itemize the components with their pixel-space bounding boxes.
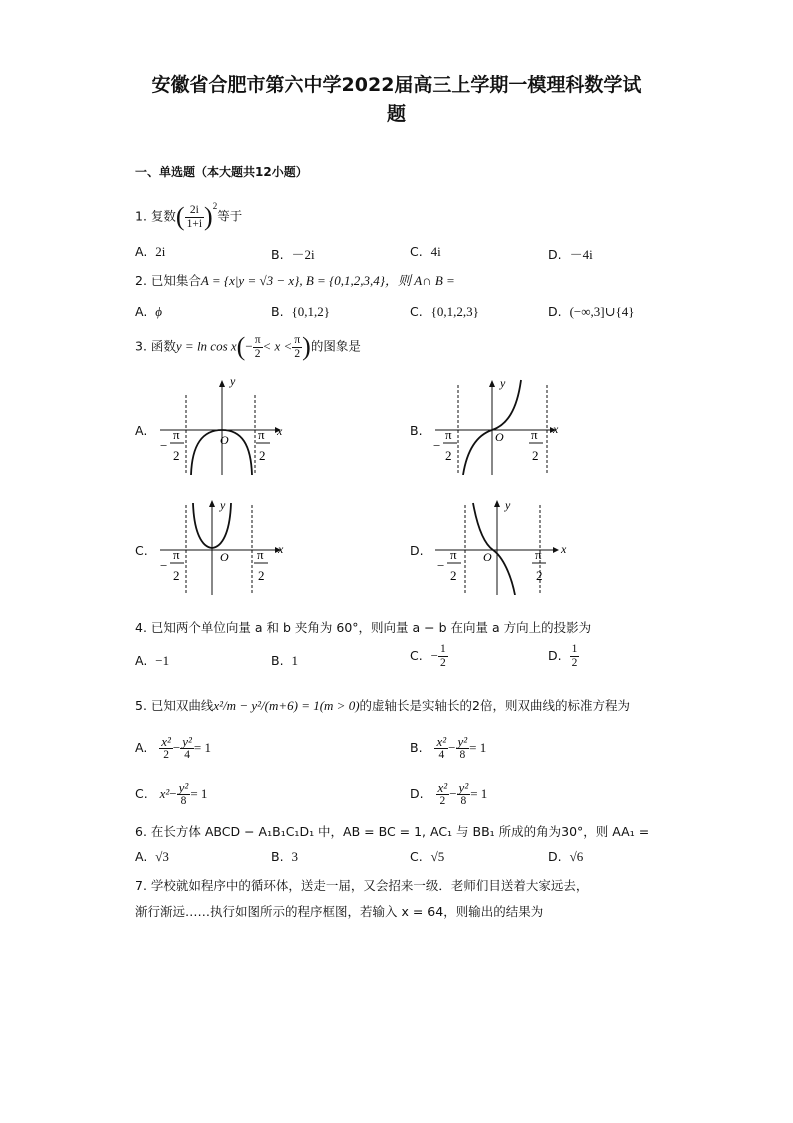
- q5-option-d-frac1: [436, 781, 450, 808]
- q5-option-c-frac2: [177, 781, 191, 808]
- q5-option-c-rhs: = 1: [190, 786, 208, 801]
- q6-option-b-text: 3: [291, 849, 299, 864]
- two-right: 2: [259, 448, 266, 463]
- q5-option-c-frac2-den: 8: [180, 795, 187, 807]
- q4-option-a[interactable]: [135, 653, 169, 669]
- q5-stem: [135, 696, 630, 714]
- q3-frac-left-den: 2: [254, 347, 261, 360]
- x-label: x: [561, 542, 567, 556]
- q5-option-b-frac1-den: 4: [438, 749, 445, 761]
- q2-set-b: , B = {0,1,2,3,4}: [299, 273, 385, 288]
- q5-option-b-frac1: [434, 735, 448, 762]
- q6-option-c-label: C.: [410, 849, 423, 864]
- y-axis-arrow-icon: [489, 380, 495, 387]
- q4-option-d-num: 1: [571, 643, 578, 655]
- q5-option-d-label: D.: [410, 786, 424, 801]
- q3-frac-left-num: π: [254, 333, 261, 346]
- q6-option-c[interactable]: [410, 849, 444, 865]
- q1-option-b[interactable]: [271, 244, 315, 263]
- q5-option-d-frac1-den: 2: [439, 795, 446, 807]
- neg-sign: −: [160, 558, 168, 573]
- q5-option-b-frac2: [456, 735, 470, 762]
- q3-mid: < x <: [262, 338, 293, 354]
- two-left: 2: [173, 448, 180, 463]
- x-label: x: [553, 422, 559, 436]
- q5-option-d-frac2: [457, 781, 471, 808]
- q3-frac-left: [253, 334, 263, 361]
- q5-option-a-frac2: [180, 735, 194, 762]
- q4-option-a-text: −1: [155, 653, 170, 668]
- two-right: 2: [532, 448, 539, 463]
- y-axis-arrow-icon: [494, 500, 500, 507]
- q1-option-c[interactable]: [410, 244, 441, 260]
- y-label: y: [220, 498, 226, 512]
- q2-option-c-label: C.: [410, 304, 423, 319]
- q6-option-a-label: A.: [135, 849, 148, 864]
- q5-option-d-rhs: = 1: [470, 786, 488, 801]
- x-label: x: [277, 424, 283, 438]
- q5-suffix: 的虚轴长是实轴长的2倍，则双曲线的标准方程为: [359, 698, 631, 713]
- q1-den: 1+i: [186, 217, 203, 230]
- q6-option-b-label: B.: [271, 849, 284, 864]
- q5-option-d-frac2-den: 8: [460, 795, 467, 807]
- q6-option-c-text: √5: [430, 849, 445, 864]
- pi-right: π: [531, 427, 538, 442]
- q2-option-b-label: B.: [271, 304, 284, 319]
- neg-sign: −: [437, 558, 445, 573]
- q1-option-d-text: －4i: [569, 247, 593, 262]
- section-heading: 一、单选题（本大题共12小题）: [135, 165, 308, 179]
- y-label: y: [505, 498, 511, 512]
- neg-sign: −: [433, 438, 441, 453]
- two-left: 2: [173, 568, 180, 583]
- x-label: x: [278, 542, 284, 556]
- q4-option-c-sign: −: [430, 648, 438, 663]
- y-axis-arrow-icon: [209, 500, 215, 507]
- q2-option-d-label: D.: [548, 304, 562, 319]
- origin-label: O: [220, 550, 229, 564]
- curve-d: [473, 503, 515, 595]
- q6-option-d[interactable]: [548, 849, 583, 865]
- q2-option-c[interactable]: [410, 304, 479, 320]
- two-right: 2: [536, 568, 543, 583]
- pi-left: π: [173, 427, 180, 442]
- pi-left: π: [450, 547, 457, 562]
- origin-label: O: [495, 430, 504, 444]
- q1-num: 2i: [185, 204, 204, 218]
- q5-option-a-frac1-den: 2: [163, 749, 169, 761]
- q2-set-a: A = {x|y = √3 − x}: [200, 273, 300, 288]
- pi-right: π: [257, 547, 264, 562]
- q7-line1: 7. 学校就如程序中的循环体，送走一届，又会招来一级．老师们目送着大家远去，: [135, 878, 589, 893]
- q7-line2: 渐行渐远……执行如图所示的程序框图，若输入 x = 64，则输出的结果为: [135, 904, 544, 919]
- q5-option-b-frac2-num: y²: [457, 734, 468, 749]
- q3-option-d-label[interactable]: D.: [410, 543, 424, 558]
- q5-option-d-frac2-num: y²: [458, 780, 469, 795]
- q1-prefix: 1. 复数: [135, 208, 176, 224]
- q5-option-c-label: C.: [135, 786, 148, 801]
- q3-graph-b[interactable]: [425, 375, 575, 475]
- q5-option-b-frac2-den: 8: [459, 749, 466, 761]
- q3-stem: [135, 332, 361, 362]
- origin-label: O: [483, 550, 492, 564]
- y-label: y: [500, 376, 506, 390]
- q3-paren-right: ): [302, 332, 311, 361]
- q5-option-a-frac1-num: x²: [161, 734, 171, 749]
- q5-option-a[interactable]: A. $\frac{\text{x²}}{2}$ − $\frac{\text{y²}}{4}$ = 1: [135, 734, 212, 761]
- pi-left: π: [445, 427, 452, 442]
- q3-frac-right-num: π: [294, 333, 301, 346]
- q4-option-c-label: C.: [410, 648, 423, 663]
- q2-option-d-text: (−∞,3]∪{4}: [569, 304, 635, 319]
- q2-option-a[interactable]: [135, 304, 162, 320]
- q1-option-c-label: C.: [410, 244, 423, 259]
- q1-exponent: 2: [212, 201, 218, 212]
- q5-option-d-frac1-num: x²: [437, 780, 448, 795]
- q2-option-d[interactable]: [548, 304, 634, 320]
- q1-option-a[interactable]: [135, 244, 165, 260]
- q3-paren-left: (: [236, 332, 246, 361]
- q5-option-a-frac2-num: y²: [182, 734, 192, 749]
- q4-option-d[interactable]: [548, 643, 579, 670]
- q6-option-d-label: D.: [548, 849, 562, 864]
- q1-stem: [135, 202, 242, 232]
- q4-option-c-den: 2: [440, 657, 446, 669]
- q5-option-c-term1: x²: [159, 786, 170, 801]
- q5-option-a-label: A.: [135, 740, 148, 755]
- neg-sign: −: [160, 438, 168, 453]
- q4-option-b-label: B.: [271, 653, 284, 668]
- q1-option-a-text: 2i: [155, 244, 166, 259]
- q4-option-d-frac: [570, 643, 580, 670]
- two-right: 2: [258, 568, 265, 583]
- origin-label: O: [220, 433, 229, 447]
- q1-option-a-label: A.: [135, 244, 148, 259]
- q4-option-b-text: 1: [291, 653, 299, 668]
- q3-option-b-label[interactable]: B.: [410, 423, 423, 438]
- q4-option-d-label: D.: [548, 648, 562, 663]
- q1-suffix: 等于: [217, 208, 243, 224]
- q6-option-a[interactable]: [135, 849, 169, 865]
- q2-suffix: ，则 A∩ B =: [384, 273, 455, 288]
- q1-option-b-text: －2i: [291, 247, 315, 262]
- q5-option-a-frac2-den: 4: [184, 749, 190, 761]
- q1-option-d[interactable]: [548, 244, 593, 263]
- q5-option-a-rhs: = 1: [193, 740, 212, 755]
- page-title-line1: 安徽省合肥市第六中学2022届高三上学期一模理科数学试: [151, 74, 642, 96]
- q1-fraction: [185, 204, 204, 231]
- q3-option-c-label[interactable]: C.: [135, 543, 148, 558]
- q3-option-a-label[interactable]: A.: [135, 423, 148, 438]
- q4-option-d-den: 2: [571, 657, 578, 669]
- q5-option-b-frac1-num: x²: [436, 734, 447, 749]
- q6-stem: 6. 在长方体 ABCD − A₁B₁C₁D₁ 中，AB = BC = 1, AC₁ 与 BB₁ 所成的角为30°，则 AA₁ =: [135, 824, 650, 839]
- q1-option-d-label: D.: [548, 247, 562, 262]
- q6-option-b[interactable]: [271, 849, 298, 865]
- q4-stem: 4. 已知两个单位向量 a 和 b 夹角为 60°，则向量 a − b 在向量 a 方向上的投影为: [135, 620, 592, 635]
- q2-option-c-text: {0,1,2,3}: [430, 304, 479, 319]
- q1-paren-left: (: [175, 202, 185, 231]
- q5-option-b-label: B.: [410, 740, 423, 755]
- q3-graph-c[interactable]: [150, 495, 290, 595]
- q3-function: y = ln cos x: [175, 338, 237, 354]
- q5-option-b-rhs: = 1: [469, 740, 487, 755]
- q3-frac-right: [292, 334, 302, 361]
- two-left: 2: [450, 568, 457, 583]
- q2-option-b-text: {0,1,2}: [291, 304, 330, 319]
- q4-option-c-num: 1: [440, 643, 446, 655]
- q5-option-b[interactable]: B. $\frac{\text{x²}}{4}$ − $\frac{\text{y²}}{8}$ = 1: [410, 734, 487, 761]
- q6-option-a-text: √3: [155, 849, 169, 864]
- q4-option-c-frac: [438, 643, 448, 670]
- y-axis-arrow-icon: [219, 380, 225, 387]
- page-title-line2: 题: [386, 103, 406, 125]
- q2-option-a-text: ϕ: [155, 304, 162, 319]
- q5-option-c[interactable]: C. x²− $\frac{\text{y²}}{8}$ = 1: [135, 780, 208, 807]
- q5-equation: x²/m − y²/(m+6) = 1(m > 0): [213, 698, 360, 713]
- pi-left: π: [173, 547, 180, 562]
- x-axis-arrow-icon: [553, 547, 559, 553]
- q3-prefix: 3. 函数: [135, 338, 176, 354]
- q2-prefix: 2. 已知集合: [135, 273, 201, 288]
- q3-minus: −: [245, 338, 253, 354]
- q5-option-a-frac1: [159, 735, 173, 762]
- q2-option-b[interactable]: [271, 304, 330, 320]
- q1-option-b-label: B.: [271, 247, 284, 262]
- q4-option-c[interactable]: [410, 643, 448, 670]
- q2-stem: [135, 270, 455, 289]
- q5-prefix: 5. 已知双曲线: [135, 698, 214, 713]
- y-label: y: [230, 375, 236, 388]
- q6-option-d-text: √6: [569, 849, 584, 864]
- q4-option-a-label: A.: [135, 653, 148, 668]
- q1-option-c-text: 4i: [430, 244, 441, 259]
- q5-option-c-frac2-num: y²: [178, 780, 189, 795]
- q3-graph-d[interactable]: [425, 495, 575, 595]
- q3-frac-right-den: 2: [294, 347, 301, 360]
- q3-suffix: 的图象是: [310, 338, 361, 354]
- q3-graph-a[interactable]: [150, 375, 290, 475]
- q4-option-b[interactable]: [271, 653, 298, 669]
- q5-option-d[interactable]: D. $\frac{\text{x²}}{2}$ − $\frac{\text{y²}}{8}$ = 1: [410, 780, 488, 807]
- pi-right: π: [258, 427, 265, 442]
- pi-right: π: [535, 547, 542, 562]
- q1-paren-right: ): [204, 202, 213, 231]
- q2-option-a-label: A.: [135, 304, 148, 319]
- two-left: 2: [445, 448, 452, 463]
